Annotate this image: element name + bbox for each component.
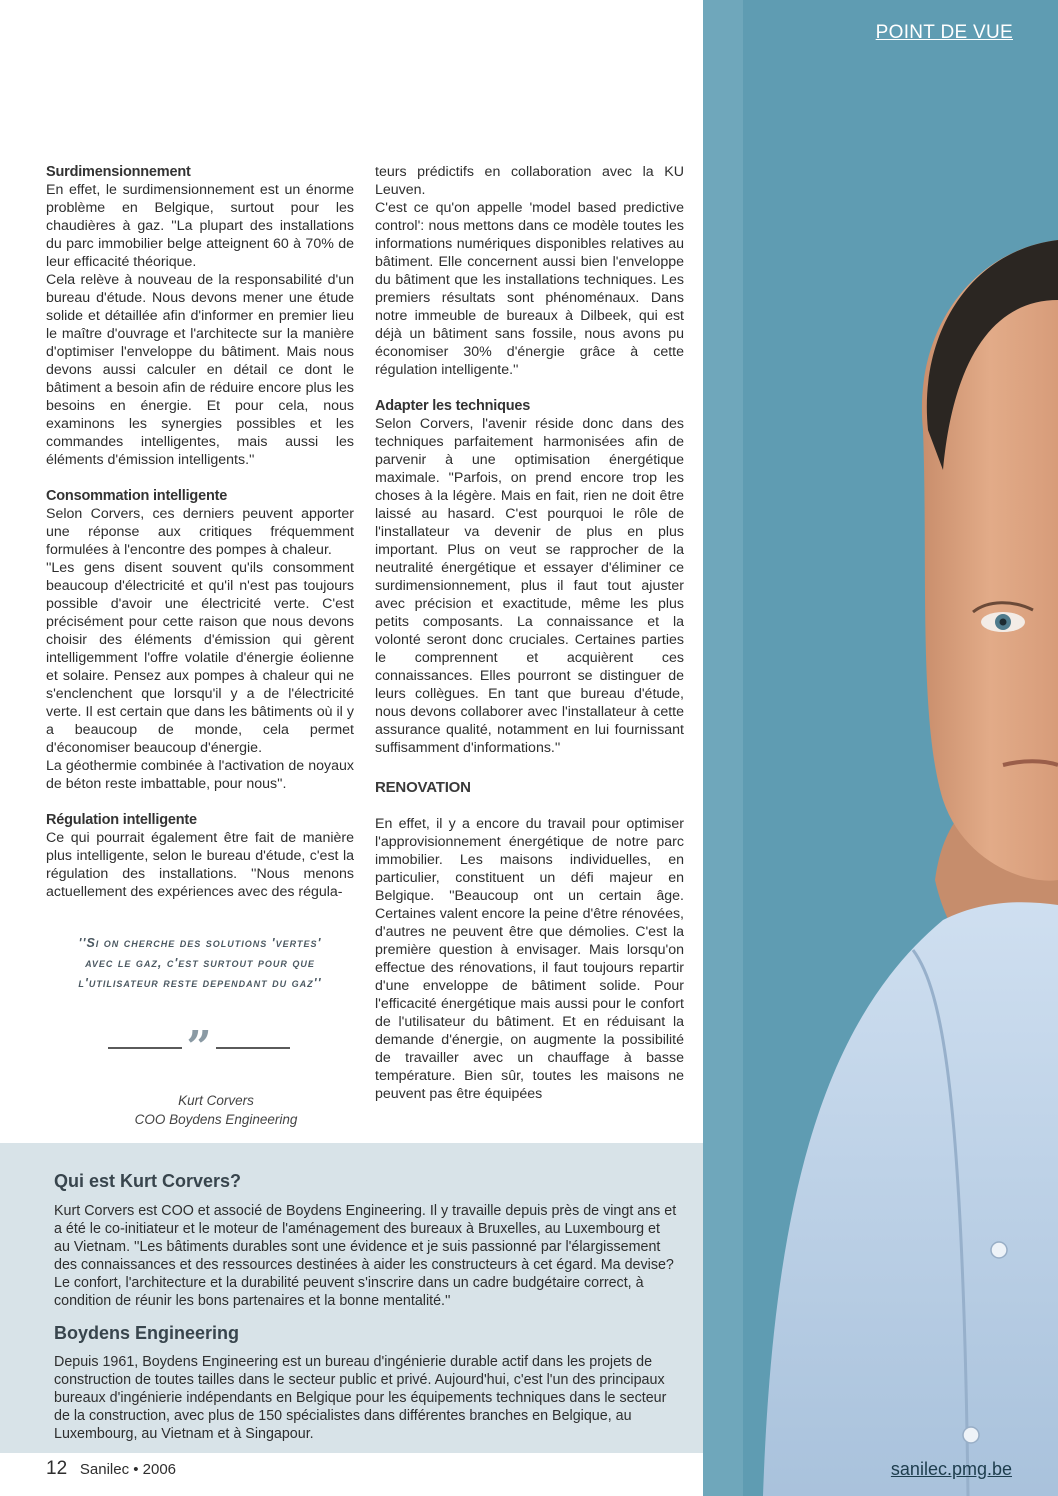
paragraph: ''Les gens disent souvent qu'ils consomment beaucoup d'électricité et qu'il n'est pas toujours possible d'avoir une électricité verte. C'est précisément pour cette raison que nous devons choisir des éléments d'émission qui gèrent intelligemment l'offre volatile d'énergie éolienne et solaire. Pensez aux pompes à chaleur qui ne s'enclenchent que lorsqu'il y a de l'électricité verte. Il est certain que dans les bâtiments où il y a beaucoup de monde, cela permet d'économiser beaucoup d'énergie.: [46, 560, 354, 756]
heading-renovation: RENOVATION: [375, 779, 471, 796]
website-link[interactable]: sanilec.pmg.be: [890, 1459, 1012, 1479]
paragraph: Selon Corvers, l'avenir réside donc dans des techniques parfaitement harmonisées afin de parvenir à une optimisation énergétique maximale. ''Parfois, on prend encore trop les choses à la légère. Mais en fait, rien ne doit être laissé au hasard. C'est pourquoi le rôle de l'installateur va devenir de plus en plus important. Plus on veut se rapprocher de la neutralité énergétique et essayer d'éliminer ce surdimensionnement, plus il faut tout ajuster avec précision et exactitude, même les plus petits composants. La connaissance et la volonté seront donc cruciales. Certaines parties le comprennent et acquièrent ces connaissances. Elles pourront se distinguer de leurs collègues. En tant que bureau d'étude, nous devons collaborer avec l'installateur à cette assurance qualité, notamment en lui fournissant suffisamment d'informations.'': [375, 416, 684, 756]
portrait-photo: [703, 0, 1058, 1496]
paragraph: Selon Corvers, ces derniers peuvent apporter une réponse aux critiques fréquemment formulées à l'encontre des pompes à chaleur.: [46, 506, 354, 558]
pull-quote: [46, 933, 354, 993]
paragraph: En effet, il y a encore du travail pour optimiser l'approvisionnement énergétique de notre parc immobilier. Les maisons individuelles, en particulier, constituent un défi majeur en Belgique. ''Beaucoup ont un certain âge. Certaines valent encore la peine d'être rénovées, d'autres ne peuvent être que démolies. C'est la première question à envisager. Mais lorsqu'on effectue des rénovations, il faut toujours repartir d'une enveloppe de bâtiment solide. Pour l'efficacité énergétique mais aussi pour le confort de l'utilisateur du bâtiment. Et en réduisant la demande d'énergie, on augmente la possibilité de travailler avec un chauffage à basse température. Bien sûr, toutes les maisons ne peuvent pas être équipées: [375, 816, 684, 1102]
quote-mark-icon: ”: [186, 1022, 212, 1073]
page-number: 12: [46, 1458, 68, 1479]
paragraph: Ce qui pourrait également être fait de manière plus intelligente, selon le bureau d'étude, c'est la régulation des installations. ''Nous menons actuellement des expériences avec des régula-: [46, 830, 354, 900]
info-text-kurt: Kurt Corvers est COO et associé de Boydens Engineering. Il y travaille depuis près de vingt ans et a été le co-initiateur et le moteur de l'aménagement des bureaux à Bruxelles, au Luxembourg et au Vietnam. ''Les bâtiments durables sont une évidence et je suis passionné par l'élargissement des connaissances et des ressources destinées à aider les constructeurs à cet égard. Ma devise? Le confort, l'architecture et la durabilité peuvent s'inscrire dans un cadre budgétaire correct, à condition de réunir les bons partenaires et la bonne mentalité.'': [54, 1203, 677, 1309]
divider-line: [216, 1047, 290, 1049]
info-heading-boydens: Boydens Engineering: [54, 1323, 240, 1343]
heading-adapter: Adapter les techniques: [375, 398, 531, 414]
pull-quote-line: ''Si on cherche des solutions 'vertes': [78, 936, 322, 950]
footer: [46, 1458, 176, 1480]
info-box: [0, 1143, 703, 1453]
paragraph: Cela relève à nouveau de la responsabilité d'un bureau d'étude. Nous devons mener une étude solide et détaillée afin d'informer en premier lieu le maître d'ouvrage et l'architecte sur la manière d'optimiser l'enveloppe du bâtiment. Mais nous devons aussi calculer en détail ce dont le bâtiment a besoin afin de réduire encore plus les besoins en énergie. Et pour cela, nous examinons les synergies possibles et les commandes intelligentes, mais aussi les éléments d'émission intelligents.'': [46, 272, 354, 468]
portrait-illustration: [703, 0, 1058, 1496]
section-label[interactable]: POINT DE VUE: [875, 22, 1013, 43]
quote-author: Kurt Corvers: [178, 1093, 254, 1108]
divider-line: [108, 1047, 182, 1049]
paragraph: En effet, le surdimensionnement est un énorme problème en Belgique, surtout pour les chaudières à gaz. ''La plupart des installations du parc immobilier belge atteignent 60 à 70% de leur efficacité théorique.: [46, 182, 354, 270]
info-text-boydens: Depuis 1961, Boydens Engineering est un bureau d'ingénierie durable actif dans les projets de construction de toutes tailles dans le secteur public et privé. Aujourd'hui, c'est l'un des principaux bureaux d'ingénierie indépendants en Belgique pour les équipements techniques dans le secteur de la construction, avec plus de 150 spécialistes dans différentes branches en Belgique, au Luxembourg, au Vietnam et à Singapour.: [54, 1354, 667, 1442]
quote-attribution: [46, 1091, 386, 1129]
paragraph: La géothermie combinée à l'activation de noyaux de béton reste imbattable, pour nous''.: [46, 758, 354, 792]
heading-surdimensionnement: Surdimensionnement: [46, 164, 191, 180]
quote-author-role: COO Boydens Engineering: [134, 1112, 298, 1127]
pull-quote-line: l'utilisateur reste dependant du gaz'': [78, 976, 322, 990]
info-heading-kurt: Qui est Kurt Corvers?: [54, 1171, 242, 1191]
right-column: [375, 163, 684, 1103]
quote-divider: [108, 1022, 290, 1073]
heading-consommation: Consommation intelligente: [46, 488, 228, 504]
paragraph: teurs prédictifs en collaboration avec la KU Leuven.: [375, 164, 684, 198]
left-column: [46, 163, 354, 901]
magazine-name: Sanilec • 2006: [79, 1461, 177, 1478]
pull-quote-line: avec le gaz, c'est surtout pour que: [85, 956, 315, 970]
heading-regulation: Régulation intelligente: [46, 812, 197, 828]
paragraph: C'est ce qu'on appelle 'model based predictive control': nous mettons dans ce modèle toutes les informations numériques disponibles relatives au bâtiment. Elle concernent aussi bien l'enveloppe du bâtiment que les installations techniques. Les premiers résultats sont phénoménaux. Dans notre immeuble de bureaux à Dilbeek, qui est déjà un bâtiment sans fossile, nous avons pu économiser 30% d'énergie grâce à cette régulation intelligente.'': [375, 200, 684, 378]
